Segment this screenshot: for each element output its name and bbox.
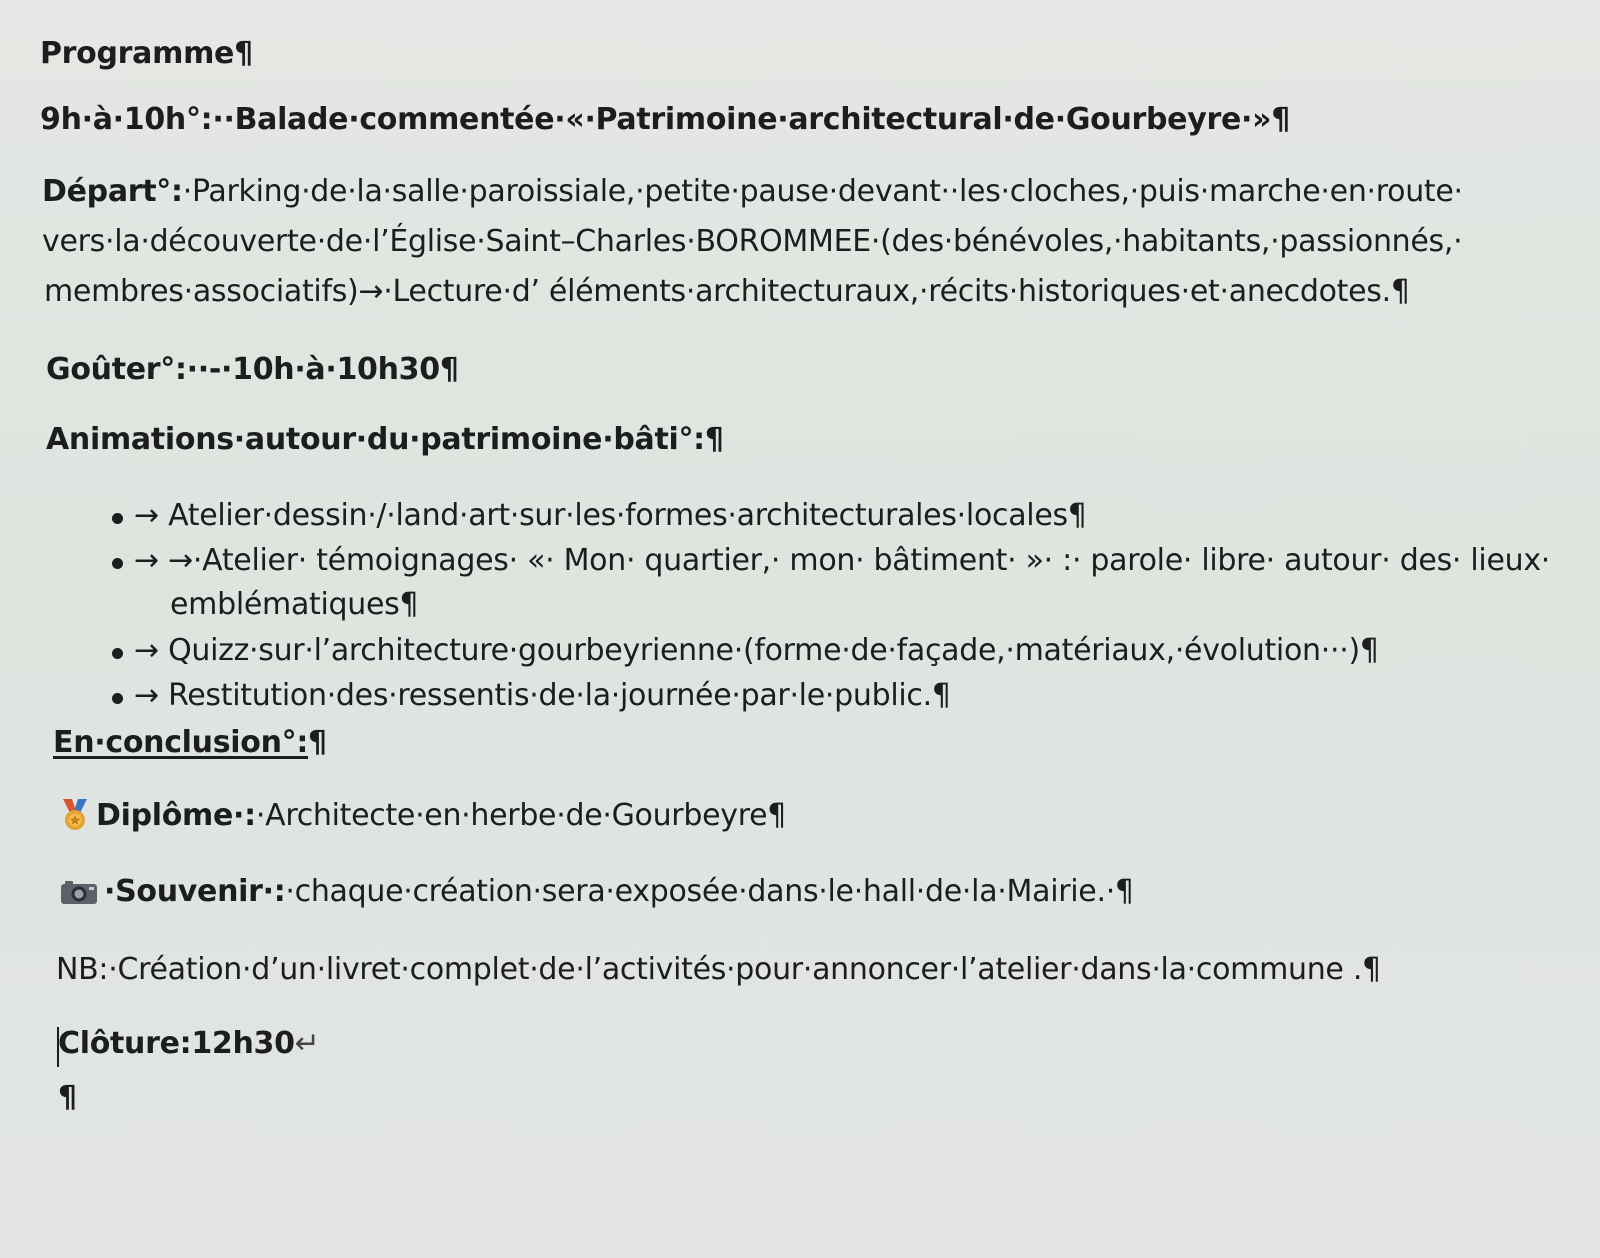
list-item-continuation: emblématiques¶ [170, 587, 419, 622]
conclusion-mark: ¶ [308, 725, 327, 760]
gouter-time: ·-·10h·à·10h30¶ [197, 352, 459, 387]
depart-text-1: ·Parking·de·la·salle·paroissiale,·petite·pause·devant··les·cloches,·puis·marche·en·route· [182, 174, 1463, 209]
gouter-line [46, 350, 459, 390]
bullet-dot [112, 513, 123, 524]
list-item: → Restitution·des·ressentis·de·la·journée·par·le·public.¶ [134, 678, 951, 713]
cloture-line[interactable] [58, 1024, 320, 1064]
depart-line-1 [42, 172, 1463, 212]
souvenir-value: ·chaque·création·sera·exposée·dans·le·hall·de·la·Mairie.·¶ [285, 874, 1134, 909]
bullet-dot [112, 648, 123, 659]
diplome-value: ·Architecte·en·herbe·de·Gourbeyre¶ [255, 798, 787, 833]
animations-title: Animations·autour·du·patrimoine·bâti°:¶ [46, 422, 724, 457]
depart-line-2: vers·la·découverte·de·l’Église·Saint–Charles·BOROMMEE·(des·bénévoles,·habitants,·passionnés,· [42, 224, 1463, 259]
diplome-line [60, 796, 786, 836]
camera-icon [60, 876, 98, 902]
diplome-label: Diplôme·: [96, 798, 256, 833]
nb-line: NB:·Création·d’un·livret·complet·de·l’activités·pour·annoncer·l’atelier·dans·la·commune .¶ [56, 952, 1381, 987]
session-time: 9h·à·10h°:· [40, 102, 224, 137]
gouter-label: Goûter°:· [46, 352, 198, 387]
bullet-dot [112, 558, 123, 569]
conclusion-heading [53, 723, 327, 763]
program-heading: Programme¶ [40, 36, 253, 71]
empty-paragraph-mark[interactable]: ¶ [58, 1080, 77, 1115]
souvenir-line [60, 872, 1134, 912]
conclusion-title: En·conclusion°: [53, 725, 309, 760]
session-heading [40, 100, 1290, 140]
session-title: ·Balade·commentée·«·Patrimoine·architectural·de·Gourbeyre·»¶ [223, 102, 1290, 137]
list-item: → →·Atelier· témoignages· «· Mon· quartier,· mon· bâtiment· »· :· parole· libre· autour· des· lieux· [134, 543, 1551, 578]
bullet-dot [112, 693, 123, 704]
list-item: → Quizz·sur·l’architecture·gourbeyrienne·(forme·de·façade,·matériaux,·évolution···)¶ [134, 633, 1379, 668]
depart-label: Départ°: [42, 174, 183, 209]
medal-icon [60, 799, 90, 831]
line-break-mark: ↵ [294, 1026, 320, 1061]
souvenir-label: ·Souvenir·: [104, 874, 286, 909]
cloture-label: Clôture:12h30 [58, 1026, 295, 1061]
list-item: → Atelier·dessin·/·land·art·sur·les·formes·architecturales·locales¶ [134, 498, 1087, 533]
depart-line-3: membres·associatifs)→·Lecture·d’ éléments·architecturaux,·récits·historiques·et·anecdotes.¶ [44, 274, 1410, 309]
